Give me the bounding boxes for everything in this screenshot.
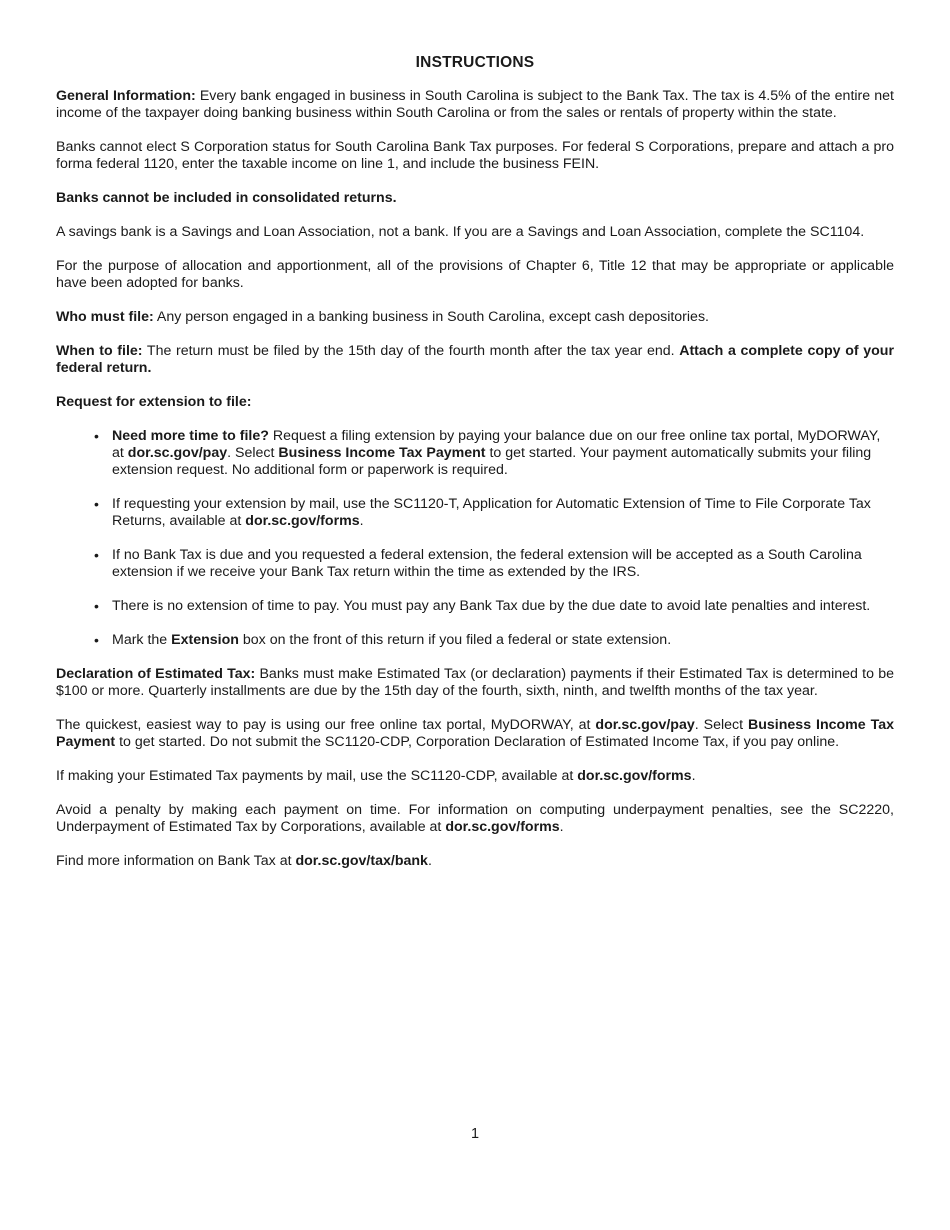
list-item: • If no Bank Tax is due and you requested a federal extension, the federal extension will be accepted as a South Carolina extension if we receive your Bank Tax return within the time as extended by the IRS. xyxy=(94,547,862,580)
quickest-way-paragraph: The quickest, easiest way to pay is using our free online tax portal, MyDORWAY, at dor.sc.gov/pay. Select Business Income Tax Payment to get started. Do not submit the SC1120-CDP, Corporation Declaration of Estimated Income Tax, if you pay online. xyxy=(56,717,894,750)
who-must-file-paragraph: Who must file: Any person engaged in a banking business in South Carolina, except cash depositories. xyxy=(56,309,709,325)
who-must-file-label: Who must file: xyxy=(56,309,154,325)
extension-list xyxy=(56,428,894,649)
forms-link[interactable]: dor.sc.gov/forms xyxy=(577,768,692,784)
general-information-label: General Information: xyxy=(56,88,196,104)
by-mail-paragraph: If making your Estimated Tax payments by mail, use the SC1120-CDP, available at dor.sc.gov/forms. xyxy=(56,768,696,784)
pay-portal-link[interactable]: dor.sc.gov/pay xyxy=(127,445,228,461)
extension-heading: Request for extension to file: xyxy=(56,394,252,410)
bullet-icon: • xyxy=(94,428,99,444)
pay-portal-link[interactable]: dor.sc.gov/pay xyxy=(595,717,695,733)
bullet-icon: • xyxy=(94,496,99,512)
general-information-paragraph: General Information: Every bank engaged in business in South Carolina is subject to the Bank Tax. The tax is 4.5% of the entire net income of the taxpayer doing banking business within South Carolina or from the sales or rentals of property within the state. xyxy=(56,88,895,121)
bullet-icon: • xyxy=(94,632,99,648)
list-item: • If requesting your extension by mail, use the SC1120-T, Application for Automatic Extension of Time to File Corporate Tax Returns, available at dor.sc.gov/forms. xyxy=(94,496,871,529)
list-item: • Need more time to file? Request a filing extension by paying your balance due on our free online tax portal, MyDORWAY, at dor.sc.gov/pay. Select Business Income Tax Payment to get started. Your payment automatically submits your filing extension request. No additional form or paperwork is required. xyxy=(94,428,881,478)
estimated-tax-label: Declaration of Estimated Tax: xyxy=(56,666,256,682)
bullet-icon: • xyxy=(94,547,99,563)
forms-link[interactable]: dor.sc.gov/forms xyxy=(245,513,360,529)
list-item: • There is no extension of time to pay. You must pay any Bank Tax due by the due date to avoid late penalties and interest. xyxy=(94,598,871,614)
bullet-icon: • xyxy=(94,598,99,614)
penalty-paragraph: Avoid a penalty by making each payment on time. For information on computing underpayment penalties, see the SC2220, Underpayment of Estimated Tax by Corporations, available at dor.sc.gov/forms. xyxy=(56,802,894,835)
forms-link[interactable]: dor.sc.gov/forms xyxy=(445,819,560,835)
instructions-body xyxy=(56,88,894,887)
page-number: 1 xyxy=(470,1126,480,1142)
list-item: • Mark the Extension box on the front of this return if you filed a federal or state extension. xyxy=(94,632,672,648)
more-info-paragraph: Find more information on Bank Tax at dor.sc.gov/tax/bank. xyxy=(56,853,432,869)
page-title: INSTRUCTIONS xyxy=(415,54,535,71)
when-to-file-paragraph: When to file: The return must be filed by the 15th day of the fourth month after the tax year end. Attach a complete copy of your federal return. xyxy=(56,343,894,376)
estimated-tax-paragraph: Declaration of Estimated Tax: Banks must make Estimated Tax (or declaration) payments if their Estimated Tax is determined to be $100 or more. Quarterly installments are due by the 15th day of the fourth, sixth, ninth, and twelfth months of the tax year. xyxy=(56,666,894,699)
when-to-file-label: When to file: xyxy=(56,343,143,359)
savings-bank-paragraph: A savings bank is a Savings and Loan Association, not a bank. If you are a Savings and Loan Association, complete the SC1104. xyxy=(56,224,865,240)
bank-tax-link[interactable]: dor.sc.gov/tax/bank xyxy=(295,853,428,869)
allocation-paragraph: For the purpose of allocation and apportionment, all of the provisions of Chapter 6, Title 12 that may be appropriate or applicable have been adopted for banks. xyxy=(56,258,894,291)
consolidated-returns-paragraph: Banks cannot be included in consolidated returns. xyxy=(56,190,397,206)
s-corporation-paragraph: Banks cannot elect S Corporation status for South Carolina Bank Tax purposes. For federal S Corporations, prepare and attach a pro forma federal 1120, enter the taxable income on line 1, and include the business FEIN. xyxy=(56,139,894,172)
